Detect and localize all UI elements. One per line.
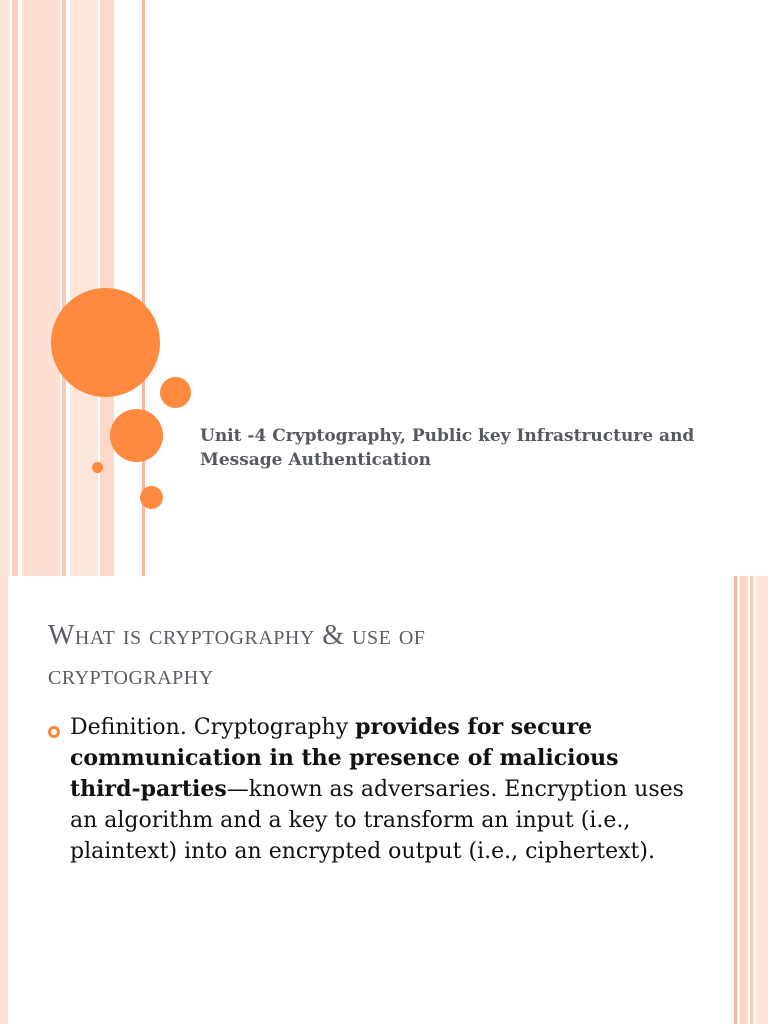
bullet-intro: Definition. Cryptography [70,715,356,740]
stripe-decoration [750,576,753,1024]
bullet-text [70,712,688,867]
slide-title: Unit -4 Cryptography, Public key Infrastructure and Message Authentication [200,426,695,470]
stripe-decoration [62,0,66,576]
stripe-decoration [70,0,98,576]
slide-heading [48,616,648,696]
stripe-decoration [734,576,737,1024]
bullet-rest: —known as adversaries. Encryption uses an algorithm and a key to transform an input (i.e., plaintext) into an encrypted output (i.e., ciphertext). [70,777,684,864]
stripe-decoration [0,576,8,1024]
heading-line: cryptography [48,660,214,691]
bullet-emphasis: provides for secure communication in the presence of malicious third-parties [70,714,619,802]
heading-line: What is cryptography & use of [48,620,426,651]
stripe-decoration [0,0,10,576]
medium-circle-decoration [110,409,163,462]
stripe-decoration [12,0,18,576]
tiny-circle-decoration [92,462,103,473]
stripe-decoration [756,576,768,1024]
bullet-item [48,712,688,867]
stripe-decoration [740,576,748,1024]
stripe-decoration [22,0,60,576]
ring-bullet-icon [48,726,60,738]
small-circle-decoration [160,377,191,408]
large-circle-decoration [51,288,160,397]
small-circle-decoration [140,486,163,509]
